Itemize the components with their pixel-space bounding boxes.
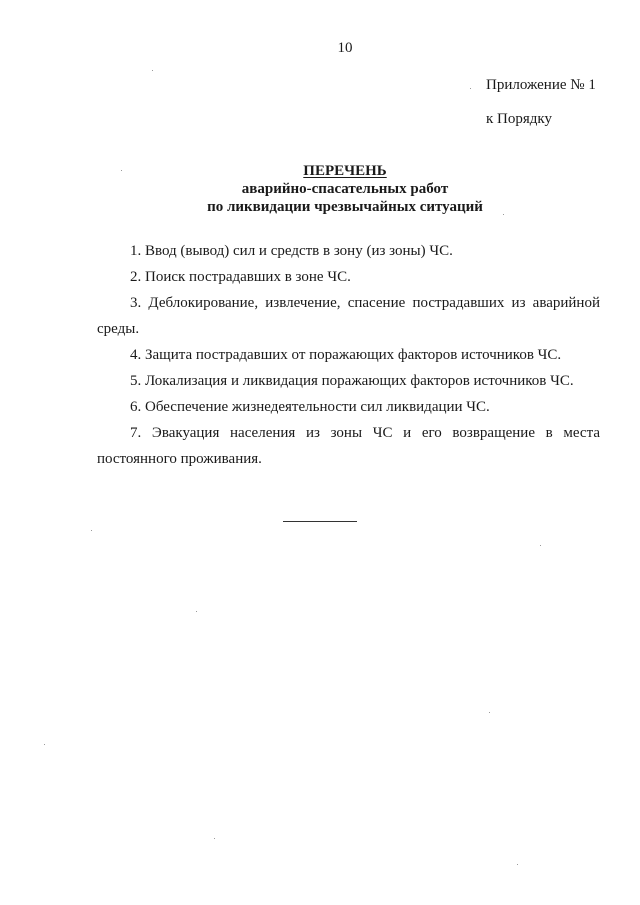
scan-speck xyxy=(489,712,490,713)
scan-speck xyxy=(44,744,45,745)
scan-speck xyxy=(540,545,541,546)
closing-rule xyxy=(283,521,357,522)
scan-speck xyxy=(470,88,471,89)
page-number: 10 xyxy=(337,40,353,56)
scan-speck xyxy=(196,611,197,612)
appendix-reference: к Порядку xyxy=(486,111,552,127)
list-item: 5. Локализация и ликвидация поражающих факторов источников ЧС. xyxy=(130,373,574,389)
title-heading: ПЕРЕЧЕНЬ xyxy=(303,163,387,179)
list-item: 6. Обеспечение жизнедеятельности сил ликвидации ЧС. xyxy=(130,399,490,415)
document-title xyxy=(0,162,640,216)
scan-speck xyxy=(503,214,504,215)
list-item: 3. Деблокирование, извлечение, спасение пострадавших из аварийной среды. xyxy=(97,295,600,337)
scan-speck xyxy=(91,530,92,531)
scan-speck xyxy=(214,838,215,839)
title-subtitle-line-1: аварийно-спасательных работ xyxy=(241,181,449,197)
appendix-label: Приложение № 1 xyxy=(486,77,596,93)
scan-speck xyxy=(121,170,122,171)
works-list xyxy=(97,238,600,472)
list-item: 2. Поиск пострадавших в зоне ЧС. xyxy=(130,269,351,285)
list-item: 7. Эвакуация населения из зоны ЧС и его возвращение в места постоянного проживания. xyxy=(97,425,600,467)
title-subtitle-line-2: по ликвидации чрезвычайных ситуаций xyxy=(207,199,483,215)
list-item: 4. Защита пострадавших от поражающих факторов источников ЧС. xyxy=(130,347,562,363)
scan-speck xyxy=(152,70,153,71)
list-item: 1. Ввод (вывод) сил и средств в зону (из зоны) ЧС. xyxy=(130,243,453,259)
scan-speck xyxy=(517,864,518,865)
